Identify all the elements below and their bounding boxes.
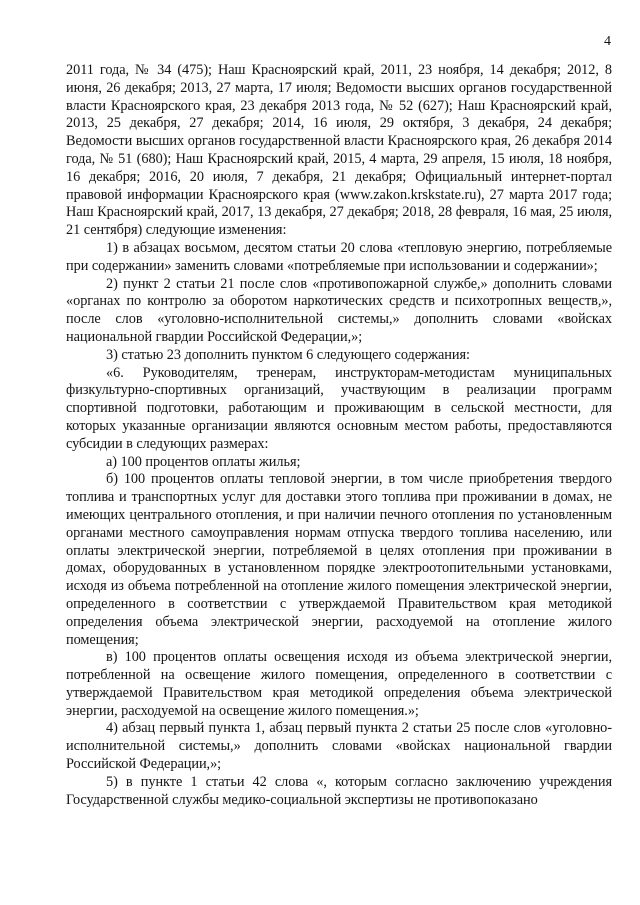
page-number: 4 [604, 34, 611, 49]
paragraph-subitem-v: в) 100 процентов оплаты освещения исходя из объема электрической энергии, потребленной на освещение жилого помещения, определенного в соответствии с утверждаемой Правительством края методикой определения объема электрической энергии, расходуемой на освещение жилого помещения.»; [66, 649, 612, 719]
paragraph-subitem-b: б) 100 процентов оплаты тепловой энергии, в том числе приобретения твердого топлива и транспортных услуг для доставки этого топлива при проживании в домах, не имеющих центрального отопления, и при наличии печного отопления по установленным органами местного самоуправления нормам отпуска твердого топлива населению, или оплаты электрической энергии, потребляемой в целях отопления при проживании в домах, оборудованных в установленном порядке электроотопительными установками, исходя из объема потребленной на отопление жилого помещения электрической энергии, определенного в соответствии с утверждаемой Правительством края методикой определения объема электрической энергии, расходуемой на отопление жилого помещения; [66, 471, 612, 648]
paragraph-continuation: 2011 года, № 34 (475); Наш Красноярский край, 2011, 23 ноября, 14 декабря; 2012, 8 июня, 26 декабря; 2013, 27 марта, 17 июля; Ведомости высших органов государственной власти Красноярского края, 23 декабря 2013 года, № 52 (627); Наш Красноярский край, 2013, 25 декабря, 27 декабря; 2014, 16 июля, 29 октября, 3 декабря, 24 декабря; Ведомости высших органов государственной власти Красноярского края, 26 декабря 2014 года, № 51 (680); Наш Красноярский край, 2015, 4 марта, 29 апреля, 15 июля, 18 ноября, 16 декабря; 2016, 20 июля, 7 декабря, 21 декабря; Официальный интернет-портал правовой информации Красноярского края (www.zakon.krskstate.ru), 27 марта 2017 года; Наш Красноярский край, 2017, 13 декабря, 27 декабря; 2018, 28 февраля, 16 мая, 25 июля, 21 сентября) следующие изменения: [66, 62, 612, 239]
paragraph-item-4: 4) абзац первый пункта 1, абзац первый пункта 2 статьи 25 после слов «уголовно-исполнительной системы,» дополнить словами «войсках национальной гвардии Российской Федерации,»; [66, 720, 612, 773]
paragraph-item-2: 2) пункт 2 статьи 21 после слов «противопожарной службе,» дополнить словами «органах по контролю за оборотом наркотических средств и психотропных веществ,», после слов «уголовно-исполнительной системы,» дополнить словами «войсках национальной гвардии Российской Федерации,»; [66, 275, 612, 345]
paragraph-subitem-a: а) 100 процентов оплаты жилья; [106, 453, 301, 470]
paragraph-item-5: 5) в пункте 1 статьи 42 слова «, которым согласно заключению учреждения Государственной службы медико-социальной экспертизы не противопоказано [66, 773, 612, 808]
paragraph-point-6: «6. Руководителям, тренерам, инструкторам-методистам муниципальных физкультурно-спортивных организаций, участвующим в реализации программ спортивной подготовки, работающим и проживающим в сельской местности, для которых указанные организации являются основным местом работы, предоставляются субсидии в следующих размерах: [66, 364, 612, 452]
paragraph-item-1: 1) в абзацах восьмом, десятом статьи 20 слова «тепловую энергию, потребляемые при содержании» заменить словами «потребляемые при использовании и содержании»; [66, 239, 612, 274]
paragraph-item-3: 3) статью 23 дополнить пунктом 6 следующего содержания: [106, 346, 470, 363]
document-body [66, 62, 612, 809]
